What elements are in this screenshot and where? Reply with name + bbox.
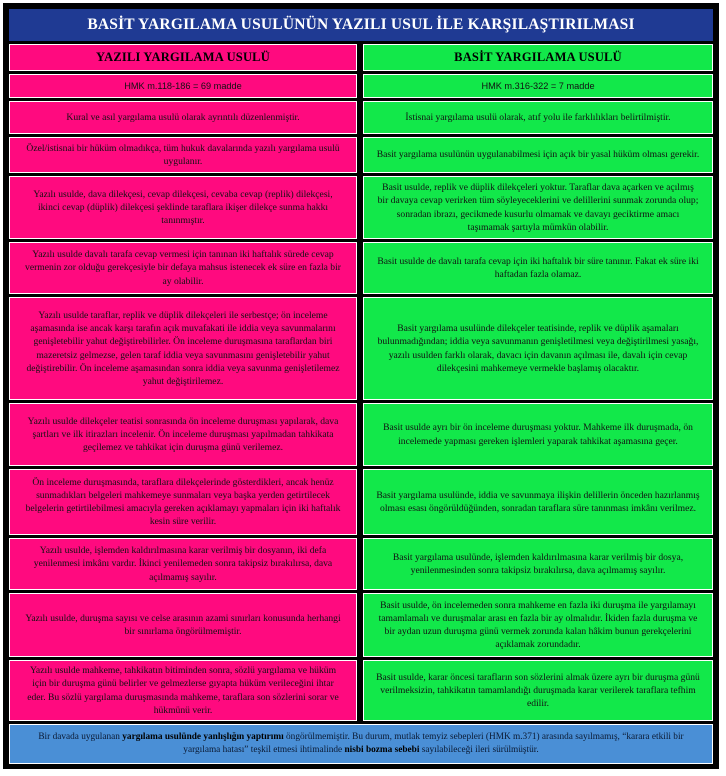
simple-cell: Basit usulde, karar öncesi tarafların son sözlerini almak üzere ayrı bir duruşma günü verilmeksizin, tahkikatın tamamlandığı duruşmada karar verilerek taraflara tefhim edilir. bbox=[363, 660, 713, 721]
footer-note bbox=[9, 724, 713, 764]
simple-cell: Basit usulde de davalı tarafa cevap için iki haftalık bir süre tanınır. Fakat ek süre iki haftadan fazla olamaz. bbox=[363, 242, 713, 294]
column-header-row bbox=[9, 44, 713, 71]
footer-text-part: Bir davada uygulanan bbox=[38, 731, 123, 742]
simple-cell: İstisnai yargılama usulü olarak, atıf yolu ile farklılıkları belirtilmiştir. bbox=[363, 101, 713, 134]
simple-cell: Basit yargılama usulünde, işlemden kaldırılmasına karar verilmiş bir dosya, yenilenmesinden sonra takipsiz bırakılırsa, dava açılmamış sayılır. bbox=[363, 538, 713, 590]
table-row bbox=[9, 660, 713, 721]
table-row bbox=[9, 403, 713, 466]
hmk-simple: HMK m.316-322 = 7 madde bbox=[363, 74, 713, 98]
simple-cell: Basit yargılama usulünde dilekçeler teatisinde, replik ve düplik aşamaları bulunmadığından; iddia veya savunmanın genişletilmesi veya değiştirilmesi yasağı, yazılı usulden farklı olarak, davacı için davanın açılması ile, davalı için cevap dilekçesini mahkemeye vermekle başlamış olacaktır. bbox=[363, 297, 713, 400]
column-header-simple: BASİT YARGILAMA USULÜ bbox=[363, 44, 713, 71]
table-row bbox=[9, 176, 713, 239]
written-cell: Kural ve asıl yargılama usulü olarak ayrıntılı düzenlenmiştir. bbox=[9, 101, 357, 134]
table-row bbox=[9, 137, 713, 173]
page-title: BASİT YARGILAMA USULÜNÜN YAZILI USUL İLE KARŞILAŞTIRILMASI bbox=[9, 9, 713, 41]
written-cell: Yazılı usulde mahkeme, tahkikatın bitiminden sonra, sözlü yargılama ve hüküm için bir duruşma günü belirler ve gelmezlerse gıyapta hüküm verileceğini ihtar eder. Bu sözlü yargılama duruşmasında mahkeme, taraflara son sözlerini sorar ve hükmünü verir. bbox=[9, 660, 357, 721]
footer-text-part: sayılabileceği ileri sürülmüştür. bbox=[419, 745, 539, 755]
table-row bbox=[9, 538, 713, 590]
written-cell: Yazılı usulde, işlemden kaldırılmasına karar verilmiş bir dosyanın, iki defa yenilenmesi imkânı vardır. İkinci yenilemeden sonra takipsiz bırakılırsa, dava açılmamış sayılır. bbox=[9, 538, 357, 590]
written-cell: Yazılı usulde dilekçeler teatisi sonrasında ön inceleme duruşması yapılarak, dava şartları ve ilk itirazları incelenir. Ön inceleme duruşması yapılmadan tahkikata geçilemez ve tahkikat için duruşma günü verilemez. bbox=[9, 403, 357, 466]
written-cell: Yazılı usulde, duruşma sayısı ve celse arasının azami sınırları konusunda herhangi bir sınırlama öngörülmemiştir. bbox=[9, 593, 357, 657]
simple-cell: Basit usulde ayrı bir ön inceleme duruşması yoktur. Mahkeme ilk duruşmada, ön incelemede yapması gereken işlemleri yaparak tahkikat aşamasına geçer. bbox=[363, 403, 713, 466]
written-cell: Ön inceleme duruşmasında, taraflara dilekçelerinde gösterdikleri, ancak henüz sunmadıkları belgeleri mahkemeye sunmaları veya başka yerden getirtilecek belgelerin getirtilebilmesi amacıyla gereken açıklamayı yapmaları için iki haftalık kesin süre verilir. bbox=[9, 469, 357, 535]
column-header-written: YAZILI YARGILAMA USULÜ bbox=[9, 44, 357, 71]
hmk-row bbox=[9, 74, 713, 98]
footer-text-part: öngörülmemiştir. Bu durum, mutlak temyiz sebepleri (HMK m.371) arasında sayılmamış, “karara etkili bir yargılama hatası” teşkil etmesi ihtimalinde bbox=[183, 731, 684, 755]
simple-cell: Basit usulde, ön incelemeden sonra mahkeme en fazla iki duruşma ile yargılamayı tamamlamalı ve duruşmalar arası en fazla bir ay olmalıdır. İkiden fazla duruşma ve bir aydan uzun duruşma günü vermek zorunda kalan hâkim bunun gerekçelerini açıklamak zorundadır. bbox=[363, 593, 713, 657]
simple-cell: Basit yargılama usulünde, iddia ve savunmaya ilişkin delillerin önceden hazırlanmış olması esası öngörüldüğünden, sonradan taraflara süre tanınması imkânı verilmez. bbox=[363, 469, 713, 535]
footer-text bbox=[22, 731, 700, 758]
table-row bbox=[9, 101, 713, 134]
simple-cell: Basit usulde, replik ve düplik dilekçeleri yoktur. Taraflar dava açarken ve açılmış bir davaya cevap verirken tüm söyleyeceklerini ve delillerini sunmak zorunda olup; sonradan ibrazı, gecikmede kusurlu olmamak ve davayı geciktirme amacı taşımamak şartıyla mümkün olabilir. bbox=[363, 176, 713, 239]
hmk-written: HMK m.118-186 = 69 madde bbox=[9, 74, 357, 98]
table-row bbox=[9, 469, 713, 535]
written-cell: Yazılı usulde taraflar, replik ve düplik dilekçeleri ile serbestçe; ön inceleme aşamasında ise ancak karşı tarafın açık muvafakati ile iddia veya savunmalarını genişletebilir yahut değiştirebilirler. Ön inceleme duruşmasına taraflardan biri mazeretsiz gelmezse, gelen taraf iddia veya savunmasını genişletebilir yahut değiştirebilir. Ön inceleme aşamasından sonra iddia veya savunma genişletilemez yahut değiştirilemez. bbox=[9, 297, 357, 400]
written-cell: Yazılı usulde, dava dilekçesi, cevap dilekçesi, cevaba cevap (replik) dilekçesi, ikinci cevap (düplik) dilekçesi şeklinde taraflara ikişer dilekçe sunma hakkı tanınmıştır. bbox=[9, 176, 357, 239]
table-row bbox=[9, 593, 713, 657]
written-cell: Yazılı usulde davalı tarafa cevap vermesi için tanınan iki haftalık sürede cevap vermenin zor olduğu gerekçesiyle bir defaya mahsus istenecek ek süre en fazla bir ay olabilir. bbox=[9, 242, 357, 294]
table-row bbox=[9, 242, 713, 294]
written-cell: Özel/istisnai bir hüküm olmadıkça, tüm hukuk davalarında yazılı yargılama usulü uygulanır. bbox=[9, 137, 357, 173]
simple-cell: Basit yargılama usulünün uygulanabilmesi için açık bir yasal hüküm olması gerekir. bbox=[363, 137, 713, 173]
footer-emphasis: yargılama usulünde yanlışlığın yaptırımı bbox=[122, 731, 284, 742]
table-row bbox=[9, 297, 713, 400]
footer-emphasis: nisbi bozma sebebi bbox=[344, 745, 420, 755]
